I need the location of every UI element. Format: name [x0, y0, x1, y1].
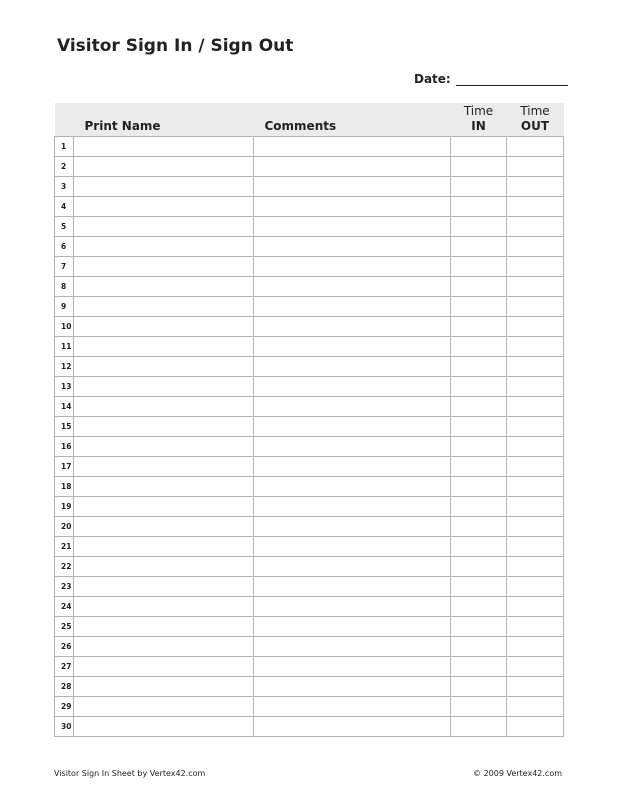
table-row [55, 556, 564, 576]
name-cell[interactable] [74, 416, 254, 436]
row-number: 26 [55, 636, 74, 656]
time-in-cell[interactable] [451, 336, 507, 356]
table-row [55, 356, 564, 376]
comments-cell[interactable] [254, 416, 451, 436]
header-time-out-line2: OUT [520, 118, 550, 133]
time-out-cell[interactable] [507, 716, 564, 736]
header-time-out-line1: Time [520, 103, 550, 118]
row-number: 7 [55, 256, 74, 276]
table-row [55, 336, 564, 356]
row-number: 29 [55, 696, 74, 716]
comments-cell[interactable] [254, 596, 451, 616]
name-cell[interactable] [74, 156, 254, 176]
row-number: 9 [55, 296, 74, 316]
time-in-cell[interactable] [451, 316, 507, 336]
table-row [55, 276, 564, 296]
table-row [55, 136, 564, 156]
time-out-cell[interactable] [507, 336, 564, 356]
table-row [55, 716, 564, 736]
comments-cell[interactable] [254, 656, 451, 676]
table-header-row [55, 103, 564, 136]
comments-cell[interactable] [254, 456, 451, 476]
time-out-cell[interactable] [507, 536, 564, 556]
time-in-cell[interactable] [451, 516, 507, 536]
row-number: 5 [55, 216, 74, 236]
comments-cell[interactable] [254, 296, 451, 316]
time-in-cell[interactable] [451, 196, 507, 216]
name-cell[interactable] [74, 236, 254, 256]
time-in-cell[interactable] [451, 456, 507, 476]
row-number: 20 [55, 516, 74, 536]
name-cell[interactable] [74, 676, 254, 696]
name-cell[interactable] [74, 256, 254, 276]
comments-cell[interactable] [254, 156, 451, 176]
comments-cell[interactable] [254, 176, 451, 196]
row-number: 21 [55, 536, 74, 556]
comments-cell[interactable] [254, 716, 451, 736]
row-number: 17 [55, 456, 74, 476]
row-number: 25 [55, 616, 74, 636]
name-cell[interactable] [74, 396, 254, 416]
name-cell[interactable] [74, 696, 254, 716]
comments-cell[interactable] [254, 276, 451, 296]
time-out-cell[interactable] [507, 136, 564, 156]
comments-cell[interactable] [254, 496, 451, 516]
time-in-cell[interactable] [451, 576, 507, 596]
table-row [55, 516, 564, 536]
name-cell[interactable] [74, 376, 254, 396]
table-row [55, 576, 564, 596]
table-row [55, 536, 564, 556]
comments-cell[interactable] [254, 536, 451, 556]
time-in-cell[interactable] [451, 616, 507, 636]
time-in-cell[interactable] [451, 156, 507, 176]
table-row [55, 316, 564, 336]
time-out-cell[interactable] [507, 616, 564, 636]
footer-credit: Visitor Sign In Sheet by Vertex42.com [54, 769, 206, 778]
row-number: 18 [55, 476, 74, 496]
time-in-cell[interactable] [451, 496, 507, 516]
time-in-cell[interactable] [451, 356, 507, 376]
row-number: 12 [55, 356, 74, 376]
table-body [55, 136, 564, 736]
time-out-cell[interactable] [507, 196, 564, 216]
name-cell[interactable] [74, 596, 254, 616]
time-in-cell[interactable] [451, 676, 507, 696]
time-out-cell[interactable] [507, 696, 564, 716]
comments-cell[interactable] [254, 576, 451, 596]
comments-cell[interactable] [254, 516, 451, 536]
time-in-cell[interactable] [451, 416, 507, 436]
comments-cell[interactable] [254, 436, 451, 456]
name-cell[interactable] [74, 216, 254, 236]
table-row [55, 476, 564, 496]
row-number: 19 [55, 496, 74, 516]
name-cell[interactable] [74, 316, 254, 336]
name-cell[interactable] [74, 296, 254, 316]
time-in-cell[interactable] [451, 716, 507, 736]
time-out-cell[interactable] [507, 556, 564, 576]
name-cell[interactable] [74, 476, 254, 496]
time-in-cell[interactable] [451, 696, 507, 716]
date-label: Date: [414, 72, 451, 86]
table-row [55, 416, 564, 436]
comments-cell[interactable] [254, 556, 451, 576]
comments-cell[interactable] [254, 236, 451, 256]
header-row-number [55, 103, 74, 136]
time-out-cell[interactable] [507, 676, 564, 696]
time-out-cell[interactable] [507, 596, 564, 616]
row-number: 28 [55, 676, 74, 696]
page-title: Visitor Sign In / Sign Out [57, 36, 294, 56]
row-number: 8 [55, 276, 74, 296]
time-out-cell[interactable] [507, 276, 564, 296]
name-cell[interactable] [74, 556, 254, 576]
time-out-cell[interactable] [507, 216, 564, 236]
date-field [414, 72, 568, 86]
name-cell[interactable] [74, 496, 254, 516]
comments-cell[interactable] [254, 396, 451, 416]
footer-copyright: © 2009 Vertex42.com [473, 769, 562, 778]
table-row [55, 396, 564, 416]
time-in-cell[interactable] [451, 536, 507, 556]
header-print-name: Print Name [74, 103, 254, 136]
row-number: 16 [55, 436, 74, 456]
table-row [55, 596, 564, 616]
table-row [55, 216, 564, 236]
time-out-cell[interactable] [507, 656, 564, 676]
header-time-out [507, 103, 564, 136]
name-cell[interactable] [74, 636, 254, 656]
comments-cell[interactable] [254, 356, 451, 376]
time-out-cell[interactable] [507, 176, 564, 196]
time-out-cell[interactable] [507, 636, 564, 656]
comments-cell[interactable] [254, 316, 451, 336]
comments-cell[interactable] [254, 336, 451, 356]
time-in-cell[interactable] [451, 596, 507, 616]
row-number: 4 [55, 196, 74, 216]
table-row [55, 456, 564, 476]
row-number: 13 [55, 376, 74, 396]
name-cell[interactable] [74, 656, 254, 676]
time-out-cell[interactable] [507, 436, 564, 456]
table-row [55, 256, 564, 276]
name-cell[interactable] [74, 716, 254, 736]
table-row [55, 676, 564, 696]
time-in-cell[interactable] [451, 136, 507, 156]
table-row [55, 656, 564, 676]
table-row [55, 236, 564, 256]
name-cell[interactable] [74, 436, 254, 456]
row-number: 3 [55, 176, 74, 196]
row-number: 6 [55, 236, 74, 256]
time-out-cell[interactable] [507, 296, 564, 316]
comments-cell[interactable] [254, 696, 451, 716]
name-cell[interactable] [74, 616, 254, 636]
row-number: 2 [55, 156, 74, 176]
row-number: 10 [55, 316, 74, 336]
time-out-cell[interactable] [507, 256, 564, 276]
comments-cell[interactable] [254, 256, 451, 276]
time-in-cell[interactable] [451, 396, 507, 416]
row-number: 11 [55, 336, 74, 356]
comments-cell[interactable] [254, 376, 451, 396]
time-in-cell[interactable] [451, 256, 507, 276]
comments-cell[interactable] [254, 196, 451, 216]
time-in-cell[interactable] [451, 556, 507, 576]
row-number: 15 [55, 416, 74, 436]
time-in-cell[interactable] [451, 216, 507, 236]
comments-cell[interactable] [254, 476, 451, 496]
header-time-in [451, 103, 507, 136]
name-cell[interactable] [74, 356, 254, 376]
time-out-cell[interactable] [507, 356, 564, 376]
table-row [55, 496, 564, 516]
comments-cell[interactable] [254, 136, 451, 156]
row-number: 30 [55, 716, 74, 736]
row-number: 22 [55, 556, 74, 576]
header-time-in-line1: Time [463, 103, 494, 118]
row-number: 1 [55, 136, 74, 156]
time-in-cell[interactable] [451, 236, 507, 256]
time-out-cell[interactable] [507, 516, 564, 536]
row-number: 14 [55, 396, 74, 416]
time-out-cell[interactable] [507, 376, 564, 396]
name-cell[interactable] [74, 136, 254, 156]
name-cell[interactable] [74, 196, 254, 216]
table-row [55, 696, 564, 716]
header-time-in-line2: IN [471, 118, 486, 133]
table-row [55, 616, 564, 636]
time-out-cell[interactable] [507, 316, 564, 336]
time-in-cell[interactable] [451, 296, 507, 316]
time-out-cell[interactable] [507, 416, 564, 436]
table-row [55, 156, 564, 176]
name-cell[interactable] [74, 336, 254, 356]
time-in-cell[interactable] [451, 176, 507, 196]
table-row [55, 296, 564, 316]
date-blank-line[interactable] [456, 72, 568, 86]
comments-cell[interactable] [254, 216, 451, 236]
time-in-cell[interactable] [451, 476, 507, 496]
time-in-cell[interactable] [451, 436, 507, 456]
comments-cell[interactable] [254, 636, 451, 656]
time-out-cell[interactable] [507, 456, 564, 476]
table-row [55, 176, 564, 196]
table-row [55, 196, 564, 216]
name-cell[interactable] [74, 276, 254, 296]
sign-in-table [54, 103, 564, 737]
time-out-cell[interactable] [507, 236, 564, 256]
time-out-cell[interactable] [507, 496, 564, 516]
name-cell[interactable] [74, 456, 254, 476]
row-number: 23 [55, 576, 74, 596]
time-in-cell[interactable] [451, 656, 507, 676]
row-number: 27 [55, 656, 74, 676]
name-cell[interactable] [74, 516, 254, 536]
name-cell[interactable] [74, 576, 254, 596]
table-row [55, 376, 564, 396]
name-cell[interactable] [74, 176, 254, 196]
time-out-cell[interactable] [507, 576, 564, 596]
name-cell[interactable] [74, 536, 254, 556]
time-out-cell[interactable] [507, 476, 564, 496]
row-number: 24 [55, 596, 74, 616]
table-row [55, 436, 564, 456]
header-comments: Comments [254, 103, 451, 136]
time-in-cell[interactable] [451, 636, 507, 656]
comments-cell[interactable] [254, 676, 451, 696]
time-out-cell[interactable] [507, 156, 564, 176]
comments-cell[interactable] [254, 616, 451, 636]
time-out-cell[interactable] [507, 396, 564, 416]
table-row [55, 636, 564, 656]
time-in-cell[interactable] [451, 376, 507, 396]
time-in-cell[interactable] [451, 276, 507, 296]
